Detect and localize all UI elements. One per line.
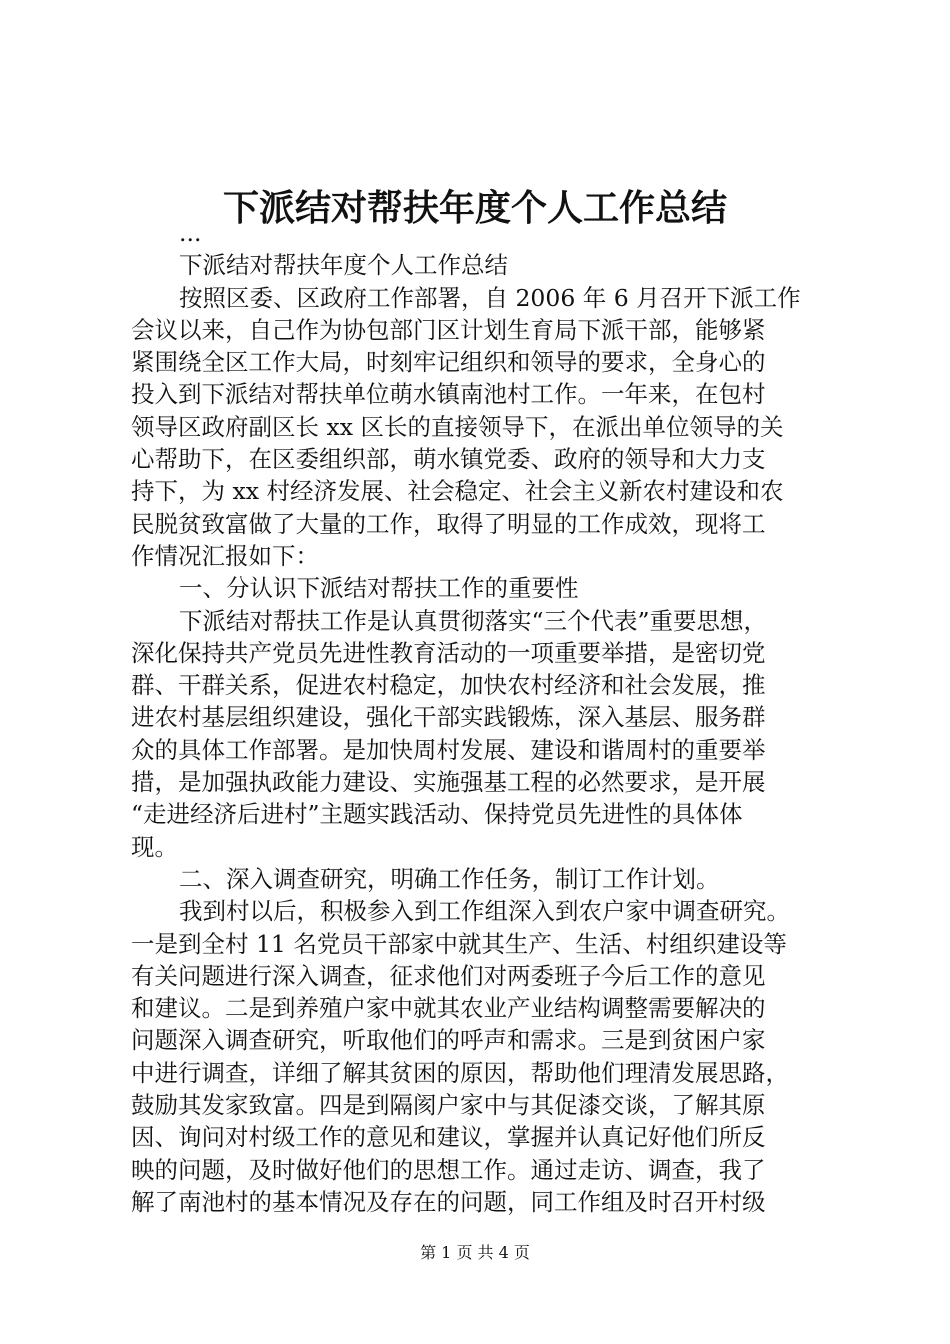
body-text-line: 一、分认识下派结对帮扶工作的重要性 xyxy=(179,574,579,603)
body-text-line: 因、询问对村级工作的意见和建议，掌握并认真记好他们所反 xyxy=(131,1123,766,1152)
body-text-line: 按照区委、区政府工作部署，自 2006 年 6 月召开下派工作 xyxy=(179,283,801,312)
body-text-line: 措，是加强执政能力建设、实施强基工程的必然要求，是开展 xyxy=(131,768,766,797)
body-text-line: 解了南池村的基本情况及存在的问题，同工作组及时召开村级 xyxy=(131,1187,766,1216)
body-text-line: 深化保持共产党员先进性教育活动的一项重要举措，是密切党 xyxy=(131,638,766,667)
body-text-line: 映的问题，及时做好他们的思想工作。通过走访、调查，我了 xyxy=(131,1155,766,1184)
body-text-line: 投入到下派结对帮扶单位萌水镇南池村工作。一年来，在包村 xyxy=(131,380,766,409)
body-text-line: 一是到全村 11 名党员干部家中就其生产、生活、村组织建设等 xyxy=(131,929,787,958)
body-text-line: 会议以来，自己作为协包部门区计划生育局下派干部，能够紧 xyxy=(131,315,766,344)
body-text-line: 群、干群关系，促进农村稳定，加快农村经济和社会发展，推 xyxy=(131,671,766,700)
body-text-line: 鼓励其发家致富。四是到隔阂户家中与其促漆交谈，了解其原 xyxy=(131,1091,766,1120)
body-text-line: 众的具体工作部署。是加快周村发展、建设和谐周村的重要举 xyxy=(131,735,766,764)
body-text-line: “走进经济后进村”主题实践活动、保持党员先进性的具体体 xyxy=(131,800,743,829)
body-text-line: 心帮助下，在区委组织部，萌水镇党委、政府的领导和大力支 xyxy=(131,445,766,474)
body-text-line: 民脱贫致富做了大量的工作，取得了明显的工作成效，现将工 xyxy=(131,509,766,538)
body-text-line: 领导区政府副区长 xx 区长的直接领导下，在派出单位领导的关 xyxy=(131,412,784,441)
body-text-line: 和建议。二是到养殖户家中就其农业产业结构调整需要解决的 xyxy=(131,994,766,1023)
body-text-line: 下派结对帮扶工作是认真贯彻落实“三个代表”重要思想， xyxy=(179,606,768,635)
body-text-line: 持下，为 xx 村经济发展、社会稳定、社会主义新农村建设和农 xyxy=(131,477,784,506)
body-text-line: 现。 xyxy=(131,832,178,861)
body-text-line: 二、深入调查研究，明确工作任务，制订工作计划。 xyxy=(179,864,720,893)
document-body xyxy=(131,217,851,1218)
body-text-line: 有关问题进行深入调查，征求他们对两委班子今后工作的意见 xyxy=(131,961,766,990)
body-text-line: 问题深入调查研究，听取他们的呼声和需求。三是到贫困户家 xyxy=(131,1026,766,1055)
document-title: 下派结对帮扶年度个人工作总结 xyxy=(222,187,727,229)
body-text-line: 我到村以后，积极参入到工作组深入到农户家中调查研究。 xyxy=(179,897,790,926)
body-text-line: 作情况汇报如下： xyxy=(131,541,319,570)
body-text-line: 紧围绕全区工作大局，时刻牢记组织和领导的要求，全身心的 xyxy=(131,348,766,377)
body-text-line: 中进行调查，详细了解其贫困的原因，帮助他们理清发展思路， xyxy=(131,1058,789,1087)
body-text-line: 进农村基层组织建设，强化干部实践锻炼，深入基层、服务群 xyxy=(131,703,766,732)
page-number-footer: 第 1 页 共 4 页 xyxy=(420,1243,530,1262)
body-text-line: 下派结对帮扶年度个人工作总结 xyxy=(179,251,508,280)
body-text-line: ... xyxy=(179,219,202,247)
